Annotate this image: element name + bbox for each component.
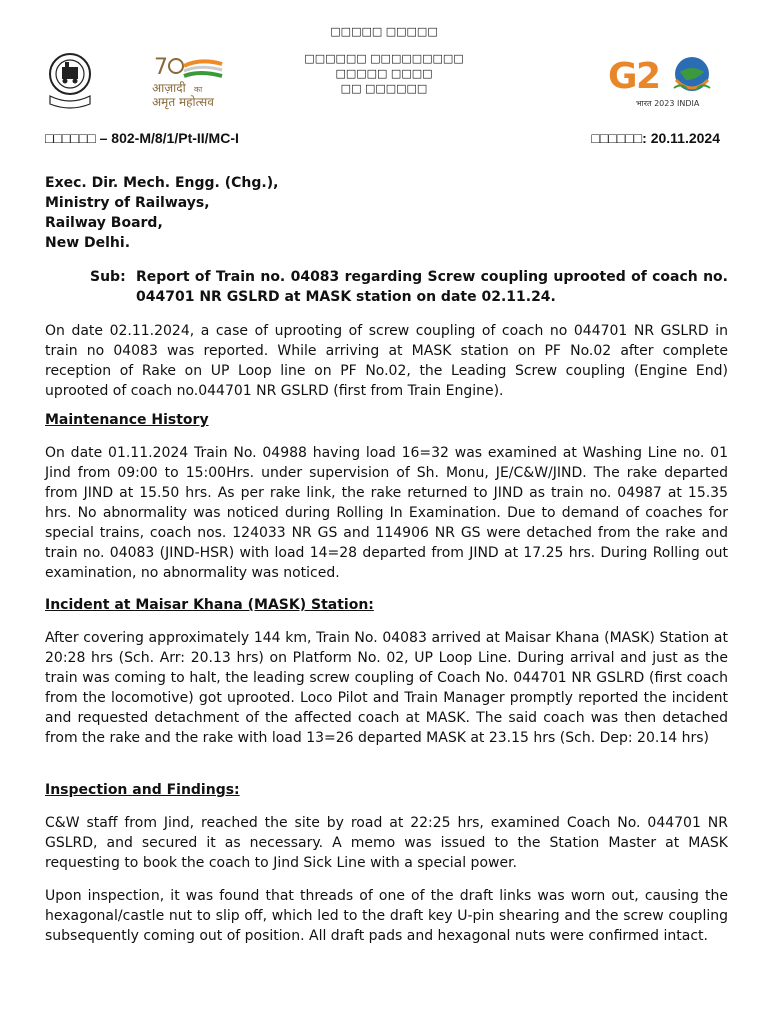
address-line: Exec. Dir. Mech. Engg. (Chg.), (45, 175, 279, 191)
address-line: Ministry of Railways, (45, 195, 210, 211)
reference-line (45, 130, 720, 148)
section-heading-inspection: Inspection and Findings: (45, 782, 240, 798)
svg-text:7: 7 (154, 55, 168, 80)
g20-logo (606, 50, 722, 112)
maintenance-paragraph: On date 01.11.2024 Train No. 04988 having load 16=32 was examined at Washing Line no. 01 Jind from 09:00 to 15:00Hrs. under supervision of Sh. Monu, JE/C&W/JIND. The rake departed from JIND at 15.50 hrs. As per rake link, the rake returned to JIND as train no. 04987 at 15.35 hrs. No abnormality was noticed during Rolling In Examination. Due to demand of coaches for special trains, coach nos. 124033 NR GS and 114906 NR GS were detached from the rake and train no. 04083 (JIND-HSR) with load 14=28 departed from JIND at 17.25 hrs. During Rolling out examination, no abnormality was noticed. (45, 445, 728, 581)
svg-text:G: G (608, 56, 638, 97)
section-heading-incident: Incident at Maisar Khana (MASK) Station: (45, 597, 374, 613)
svg-text:भारत 2023 INDIA: भारत 2023 INDIA (636, 99, 700, 108)
azadi-ka-amrit-mahotsav-logo (150, 52, 240, 110)
section-heading-maintenance: Maintenance History (45, 412, 209, 428)
header-line-3: □□□□□ □□□□ (335, 67, 433, 80)
header-line-1: □□□□□ □□□□□ (330, 25, 438, 38)
header-line-4: □□ □□□□□□ (340, 82, 428, 95)
recipient-address (45, 173, 278, 253)
subject-label: Sub: (90, 269, 126, 285)
subject-text: Report of Train no. 04083 regarding Screw coupling uprooted of coach no. 044701 NR GSLRD at MASK station on date 02.11.24. (136, 269, 728, 305)
subject-block (90, 267, 728, 307)
address-line: New Delhi. (45, 235, 131, 251)
svg-text:आज़ादी: आज़ादी (152, 81, 186, 95)
letter-date: □□□□□□: 20.11.2024 (591, 130, 720, 146)
svg-text:2: 2 (636, 56, 662, 97)
northern-railway-logo (44, 50, 96, 112)
header-line-2: □□□□□□ □□□□□□□□□ (304, 52, 464, 65)
intro-paragraph: On date 02.11.2024, a case of uprooting of screw coupling of coach no 044701 NR GSLRD in train no 04083 was reported. While arriving at MASK station on PF No.02 after complete reception of Rake on UP Loop line on PF No.02, the Leading Screw coupling (Engine End) uprooted of coach no.044701 NR GSLRD (first from Train Engine). (45, 323, 728, 399)
svg-text:का: का (194, 85, 203, 94)
letter-number: □□□□□□ – 802-M/8/1/Pt-II/MC-I (45, 130, 239, 146)
incident-paragraph: After covering approximately 144 km, Train No. 04083 arrived at Maisar Khana (MASK) Station at 20:28 hrs (Sch. Arr: 20.13 hrs) on Platform No. 02, UP Loop Line. During arrival and just as the train was coming to halt, the leading screw coupling of Coach No. 044701 NR GSLRD (first coach from the locomotive) got uprooted. Loco Pilot and Train Manager promptly reported the incident and requested detachment of the affected coach at MASK. The said coach was then detached from the rake and the rake with load 13=26 departed MASK at 23.15 hrs (Sch. Dep: 20.14 hrs) (45, 630, 728, 746)
address-line: Railway Board, (45, 215, 163, 231)
svg-text:अमृत महोत्सव: अमृत महोत्सव (152, 95, 214, 109)
inspection-paragraph-1: C&W staff from Jind, reached the site by road at 22:25 hrs, examined Coach No. 044701 NR GSLRD, and secured it as necessary. A memo was issued to the Station Master at MASK requesting to book the coach to Jind Sick Line with a special power. (45, 815, 728, 871)
inspection-paragraph-2: Upon inspection, it was found that threads of one of the draft links was worn out, causing the hexagonal/castle nut to slip off, which led to the draft key U-pin shearing and the screw coupling subsequently coming out of position. All draft pads and hexagonal nuts were confirmed intact. (45, 888, 728, 944)
